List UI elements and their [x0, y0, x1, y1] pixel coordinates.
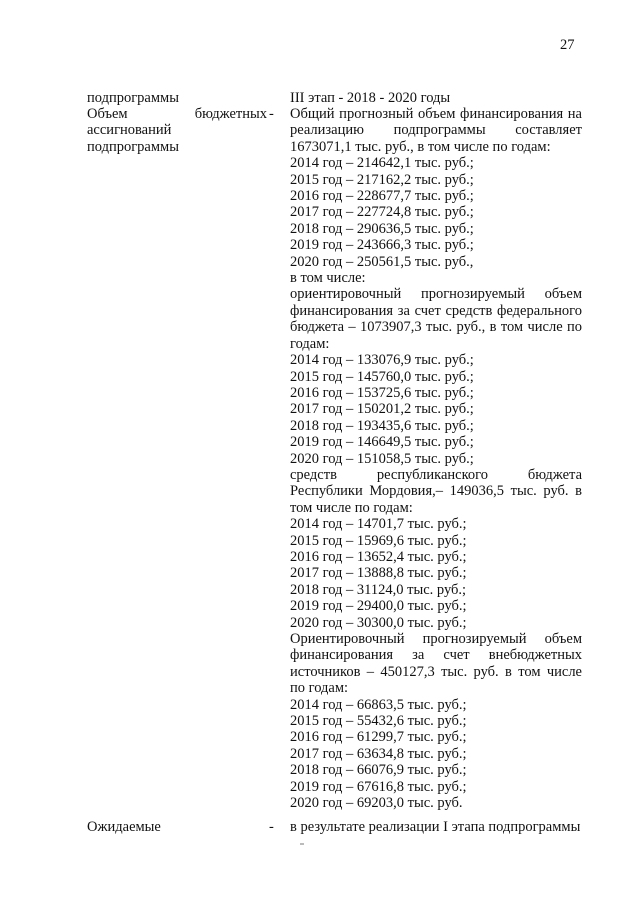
federal-line: 2014 год – 133076,9 тыс. руб.;: [290, 352, 474, 369]
label-line: подпрограммы: [87, 90, 179, 106]
republic-line: Республики Мордовия,– 149036,5 тыс. руб. в: [290, 483, 582, 500]
label-line: ассигнований: [87, 122, 172, 139]
republic-line: 2017 год – 13888,8 тыс. руб.;: [290, 565, 467, 582]
value-line: в том числе:: [290, 270, 366, 287]
extrabudget-line: финансирования за счет внебюджетных: [290, 647, 582, 664]
scan-speck: [300, 843, 304, 845]
extrabudget-line: 2015 год – 55432,6 тыс. руб.;: [290, 713, 467, 730]
value-line: Общий прогнозный объем финансирования на: [290, 106, 582, 122]
row-label-subprogram: [87, 90, 267, 106]
federal-line: 2020 год – 151058,5 тыс. руб.;: [290, 450, 474, 467]
row-dash-budget: -: [269, 106, 274, 122]
value-line: 2015 год – 217162,2 тыс. руб.;: [290, 171, 474, 188]
value-line: 2020 год – 250561,5 тыс. руб.,: [290, 253, 474, 270]
value-line: 2018 год – 290636,5 тыс. руб.;: [290, 220, 474, 237]
value-line: 1673071,1 тыс. руб., в том числе по годам:: [290, 138, 551, 155]
label-line: Ожидаемые: [87, 819, 161, 835]
federal-line: 2018 год – 193435,6 тыс. руб.;: [290, 417, 474, 434]
extrabudget-line: 2017 год – 63634,8 тыс. руб.;: [290, 745, 467, 762]
extrabudget-line: 2016 год – 61299,7 тыс. руб.;: [290, 729, 467, 746]
row-value-stage: [290, 90, 582, 106]
value-line: в результате реализации I этапа подпрограммы: [290, 819, 581, 835]
value-line: 2019 год – 243666,3 тыс. руб.;: [290, 237, 474, 254]
row-label-expected: [87, 819, 267, 835]
federal-line: финансирования за счет средств федерального: [290, 302, 582, 319]
extrabudget-line: 2018 год – 66076,9 тыс. руб.;: [290, 762, 467, 779]
federal-line: годам:: [290, 335, 330, 352]
label-line: подпрограммы: [87, 138, 179, 155]
value-line: III этап - 2018 - 2020 годы: [290, 90, 451, 106]
extrabudget-line: 2014 год – 66863,5 тыс. руб.;: [290, 696, 467, 713]
republic-line: 2016 год – 13652,4 тыс. руб.;: [290, 548, 467, 565]
republic-line: средств республиканского бюджета: [290, 466, 582, 483]
extrabudget-line: источников – 450127,3 тыс. руб. в том числе: [290, 663, 582, 680]
row-value-expected: [290, 819, 582, 835]
federal-line: бюджета – 1073907,3 тыс. руб., в том числе по: [290, 319, 582, 336]
federal-line: 2015 год – 145760,0 тыс. руб.;: [290, 368, 474, 385]
label-line: Объем бюджетных: [87, 106, 267, 122]
federal-line: 2017 год – 150201,2 тыс. руб.;: [290, 401, 474, 418]
federal-line: 2019 год – 146649,5 тыс. руб.;: [290, 434, 474, 451]
extrabudget-line: 2020 год – 69203,0 тыс. руб.: [290, 795, 463, 812]
value-line: 2016 год – 228677,7 тыс. руб.;: [290, 188, 474, 205]
row-label-budget: [87, 106, 267, 155]
extrabudget-line: 2019 год – 67616,8 тыс. руб.;: [290, 778, 467, 795]
republic-line: 2014 год – 14701,7 тыс. руб.;: [290, 516, 467, 533]
federal-line: 2016 год – 153725,6 тыс. руб.;: [290, 384, 474, 401]
republic-line: 2018 год – 31124,0 тыс. руб.;: [290, 581, 467, 598]
value-line: 2017 год – 227724,8 тыс. руб.;: [290, 204, 474, 221]
republic-line: 2015 год – 15969,6 тыс. руб.;: [290, 532, 467, 549]
value-line: реализацию подпрограммы составляет: [290, 122, 582, 139]
extrabudget-line: по годам:: [290, 680, 349, 697]
federal-line: ориентировочный прогнозируемый объем: [290, 286, 582, 303]
row-value-budget: [290, 106, 582, 811]
republic-line: том числе по годам:: [290, 499, 413, 516]
page-number: 27: [560, 37, 575, 53]
republic-line: 2020 год – 30300,0 тыс. руб.;: [290, 614, 467, 631]
value-line: 2014 год – 214642,1 тыс. руб.;: [290, 155, 474, 172]
republic-line: 2019 год – 29400,0 тыс. руб.;: [290, 598, 467, 615]
row-dash-expected: -: [269, 819, 274, 835]
extrabudget-line: Ориентировочный прогнозируемый объем: [290, 631, 582, 647]
